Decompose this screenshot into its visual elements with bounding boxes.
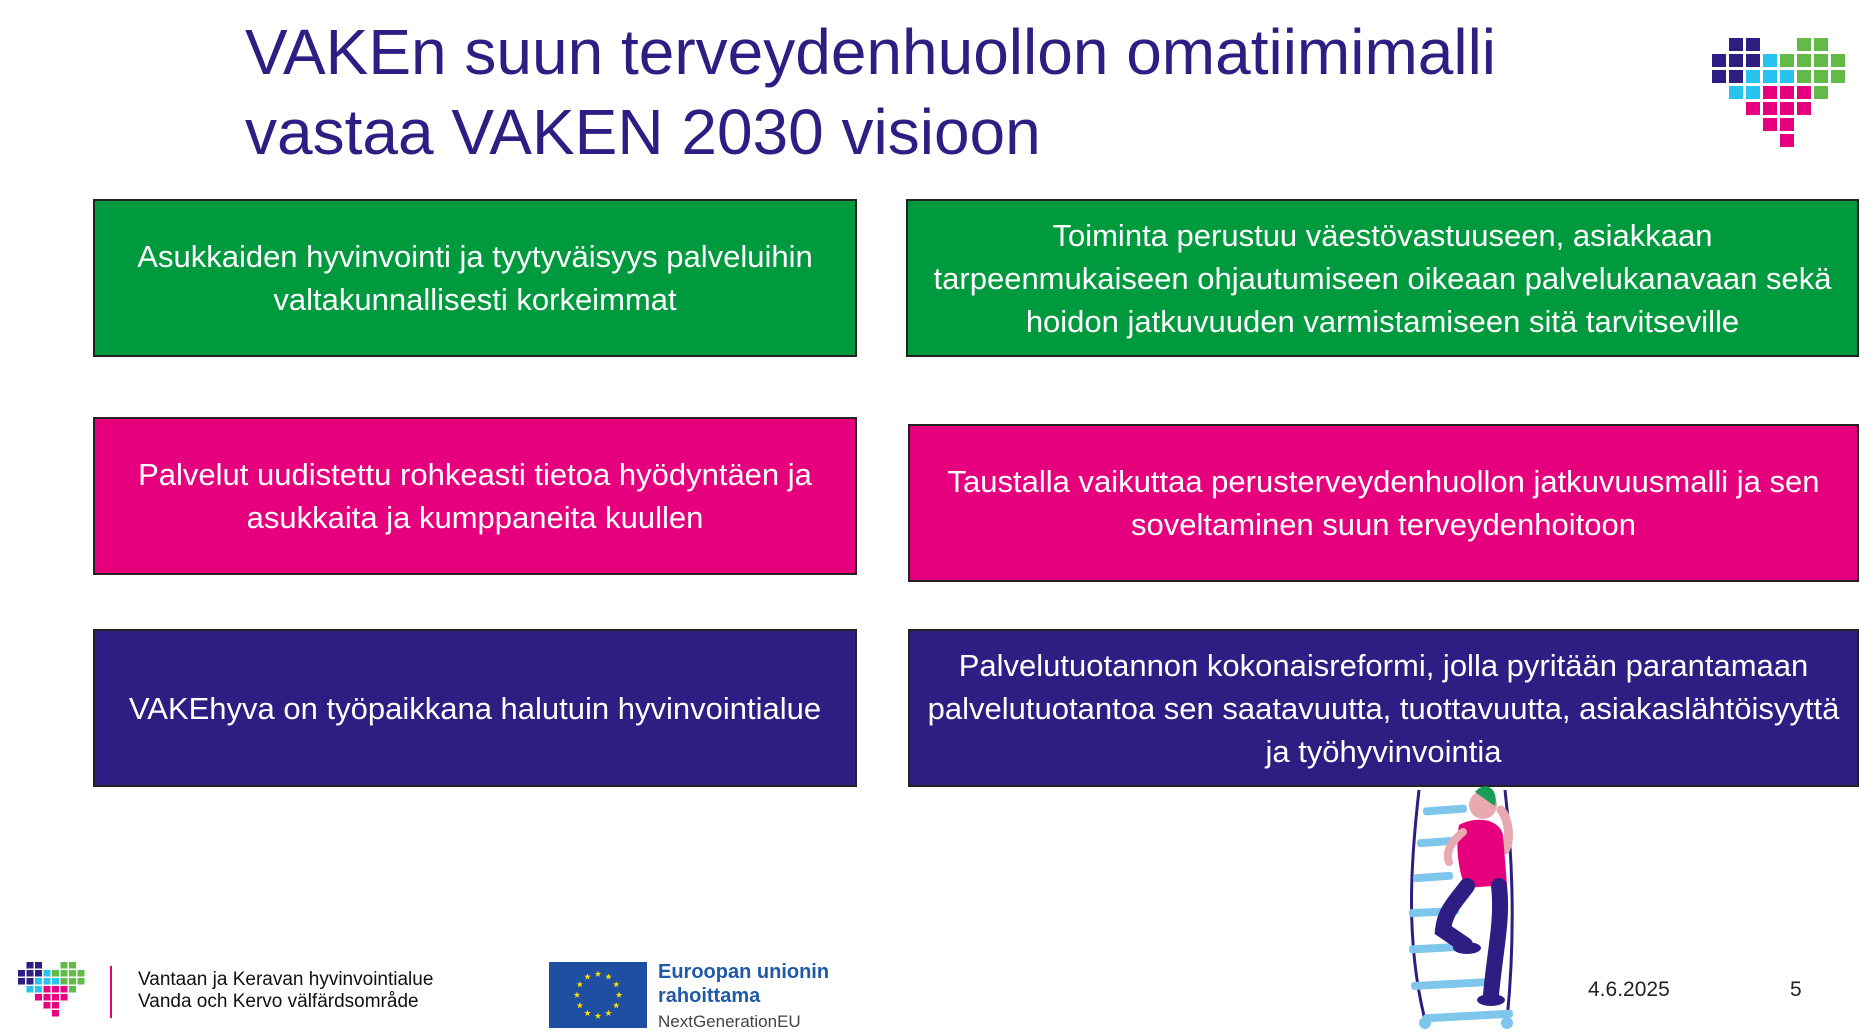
vision-box-population-responsibility (906, 199, 1859, 357)
eu-flag-icon (549, 962, 647, 1028)
slide-date: 4.6.2025 (1588, 978, 1670, 1001)
vision-box-text: Palvelut uudistettu rohkeasti tietoa hyödyntäen ja asukkaita ja kumppaneita kuullen (138, 457, 812, 535)
organization-name-fi: Vantaan ja Keravan hyvinvointialue (138, 969, 434, 990)
eu-funding-line-1: Euroopan unionin (658, 961, 830, 983)
slide-page-number: 5 (1790, 978, 1802, 1001)
slide-title (245, 12, 1645, 172)
eu-funding-line-2: rahoittama (658, 985, 761, 1007)
slide-title-line-1: VAKEn suun terveydenhuollon omatiimimalli (245, 16, 1496, 88)
vision-box-continuity-model (908, 424, 1859, 582)
vision-box-wellbeing (93, 199, 857, 357)
vision-box-reform (908, 629, 1859, 787)
ladder-climber-illustration (1395, 780, 1545, 1030)
organization-name (138, 969, 433, 1013)
vision-box-text: Taustalla vaikuttaa perusterveydenhuollon jatkuvuusmalli ja sen soveltaminen suun terveydenhoitoon (947, 464, 1820, 542)
vision-box-text: Toiminta perustuu väestövastuuseen, asiakkaan tarpeenmukaiseen ohjautumiseen oikeaan palvelukanavaan sekä hoidon jatkuvuuden varmistamiseen sitä tarvitseville (933, 217, 1832, 339)
organization-name-sv: Vanda och Kervo välfärdsområde (138, 991, 419, 1012)
vision-box-text: Asukkaiden hyvinvointi ja tyytyväisyys palveluihin valtakunnallisesti korkeimmat (137, 239, 813, 317)
footer-divider (110, 966, 112, 1018)
vake-heart-logo-icon (1712, 38, 1848, 154)
vake-heart-logo-icon (18, 962, 86, 1020)
vision-box-text: VAKEhyva on työpaikkana halutuin hyvinvointialue (128, 690, 822, 726)
eu-funding-program: NextGenerationEU (658, 1012, 801, 1031)
slide-title-line-2: vastaa VAKEN 2030 visioon (245, 96, 1041, 168)
vision-box-workplace (93, 629, 857, 787)
vision-box-renewed-services (93, 417, 857, 575)
vision-box-text: Palvelutuotannon kokonaisreformi, jolla pyritään parantamaan palvelutuotantoa sen saatavuutta, tuottavuutta, asiakaslähtöisyyttä ja työhyvinvointia (927, 647, 1840, 769)
